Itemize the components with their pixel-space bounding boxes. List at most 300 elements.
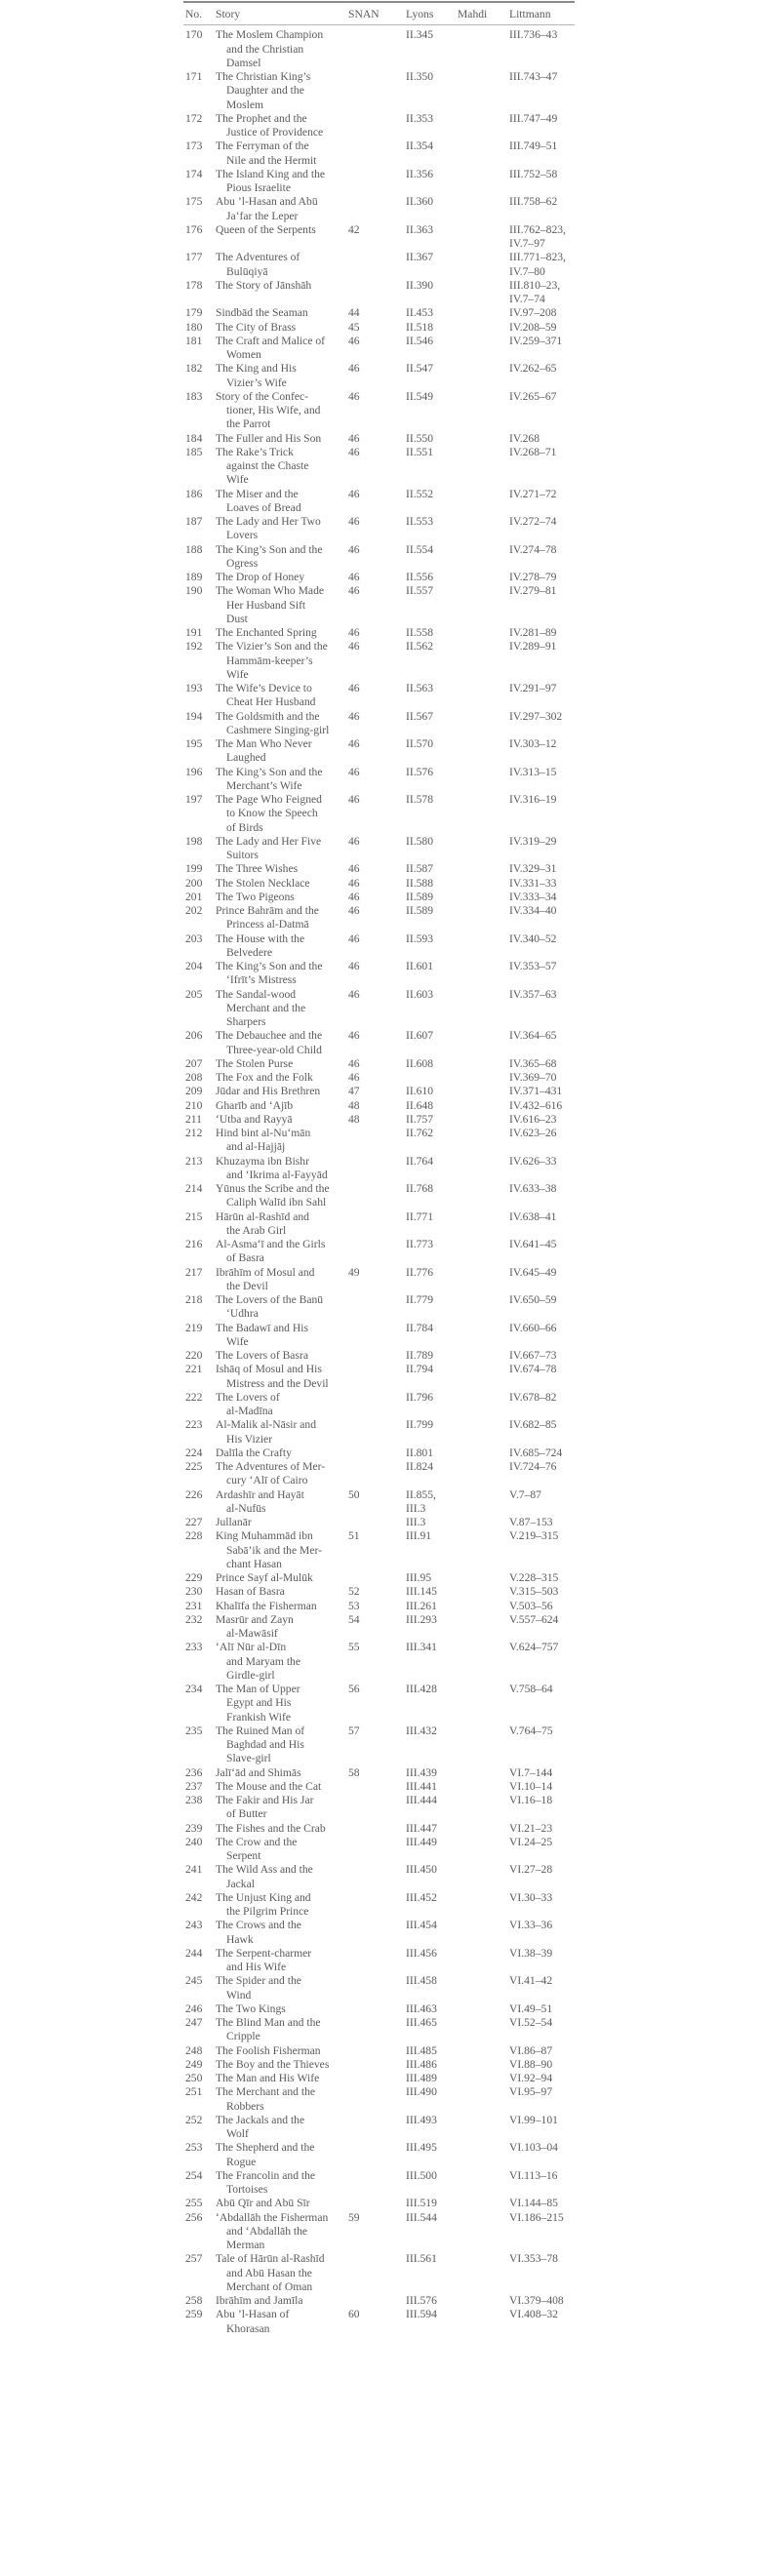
lyons-ref-line: III.91 xyxy=(406,1529,432,1543)
lyons-ref-line: II.578 xyxy=(406,793,434,806)
littmann-ref-line: IV.650–59 xyxy=(509,1293,557,1306)
littmann-ref xyxy=(509,2044,574,2058)
row-number: 240 xyxy=(185,1835,203,1848)
snan-ref xyxy=(348,2058,406,2072)
row-number: 253 xyxy=(185,2141,203,2155)
mahdi-ref xyxy=(458,2294,509,2308)
row-number: 245 xyxy=(185,1974,203,1988)
snan-ref: 46 xyxy=(348,709,360,723)
lyons-ref-line: III.454 xyxy=(406,1919,437,1932)
table-row xyxy=(183,335,575,363)
table-row xyxy=(183,1210,575,1239)
row-number: 214 xyxy=(185,1182,203,1195)
row-number: 171 xyxy=(185,70,203,83)
littmann-ref-line: VI.33–36 xyxy=(509,1919,553,1932)
story-title xyxy=(216,1585,348,1599)
mahdi-ref xyxy=(458,2114,509,2142)
story-title xyxy=(216,1600,348,1613)
table-row xyxy=(183,1822,575,1836)
row-number: 241 xyxy=(185,1863,203,1877)
lyons-ref xyxy=(406,1529,458,1571)
littmann-ref-line: IV.638–41 xyxy=(509,1209,557,1223)
row-number: 179 xyxy=(185,306,203,320)
littmann-ref-line: IV.208–59 xyxy=(509,320,557,334)
story-title xyxy=(216,195,348,223)
row-number: 251 xyxy=(185,2085,203,2099)
story-title xyxy=(216,2002,348,2016)
lyons-ref xyxy=(406,488,458,516)
mahdi-ref xyxy=(458,2308,509,2336)
mahdi-ref xyxy=(458,28,509,70)
lyons-ref xyxy=(406,195,458,223)
mahdi-ref xyxy=(458,1293,509,1322)
story-title-line: The Fakir and His Jar xyxy=(216,1794,314,1806)
story-title xyxy=(216,1113,348,1127)
story-title xyxy=(216,2114,348,2142)
story-title-line: Women xyxy=(226,348,261,361)
story-title xyxy=(216,1071,348,1085)
story-title-line: al-Mawāsif xyxy=(226,1627,278,1640)
story-title xyxy=(216,1863,348,1891)
snan-ref: 46 xyxy=(348,987,360,1001)
mahdi-ref xyxy=(458,2197,509,2210)
story-title xyxy=(216,1182,348,1210)
table-row xyxy=(183,793,575,835)
lyons-ref xyxy=(406,1113,458,1127)
story-title-line: Lovers xyxy=(226,529,259,542)
mahdi-ref xyxy=(458,1447,509,1460)
table-row xyxy=(183,223,575,252)
lyons-ref xyxy=(406,70,458,112)
littmann-ref xyxy=(509,335,574,363)
mahdi-ref xyxy=(458,306,509,320)
story-title xyxy=(216,584,348,626)
littmann-ref-line: III.758–62 xyxy=(509,195,558,209)
story-title xyxy=(216,1266,348,1294)
table-row xyxy=(183,1363,575,1391)
mahdi-ref xyxy=(458,1391,509,1419)
lyons-ref xyxy=(406,626,458,640)
row-number: 218 xyxy=(185,1293,203,1306)
table-row xyxy=(183,1613,575,1642)
row-number: 239 xyxy=(185,1821,203,1835)
row-number: 193 xyxy=(185,682,203,694)
story-title-line: Mistress and the Devil xyxy=(226,1376,329,1390)
story-title xyxy=(216,2197,348,2210)
snan-ref xyxy=(348,1863,406,1891)
littmann-ref xyxy=(509,1071,574,1085)
row-number: 242 xyxy=(185,1890,203,1904)
littmann-ref xyxy=(509,223,574,252)
snan-ref xyxy=(348,1974,406,2002)
lyons-ref xyxy=(406,1057,458,1071)
lyons-ref-line: III.561 xyxy=(406,2252,437,2266)
lyons-ref xyxy=(406,1363,458,1391)
littmann-ref-line: VI.144–85 xyxy=(509,2197,558,2210)
story-title xyxy=(216,1516,348,1529)
story-title xyxy=(216,904,348,932)
story-title-line: The Fox and the Folk xyxy=(216,1071,313,1084)
littmann-ref xyxy=(509,2016,574,2044)
littmann-ref xyxy=(509,2002,574,2016)
story-title-line: King Muhammād ibn xyxy=(216,1529,313,1543)
story-title-line: Hawk xyxy=(226,1932,254,1946)
littmann-ref-line: IV.279–81 xyxy=(509,584,557,598)
story-title-line: Moslem xyxy=(226,98,264,111)
table-row xyxy=(183,584,575,626)
story-title xyxy=(216,640,348,682)
snan-ref: 49 xyxy=(348,1265,360,1279)
story-title xyxy=(216,1780,348,1794)
row-number: 244 xyxy=(185,1946,203,1960)
littmann-ref-line: VI.16–18 xyxy=(509,1794,553,1806)
row-number: 232 xyxy=(185,1612,203,1626)
lyons-ref-line: III.458 xyxy=(406,1974,437,1988)
snan-ref: 50 xyxy=(348,1487,360,1501)
littmann-ref xyxy=(509,1836,574,1864)
mahdi-ref xyxy=(458,640,509,682)
header-no: No. xyxy=(185,8,203,20)
lyons-ref xyxy=(406,2211,458,2253)
row-number: 187 xyxy=(185,515,203,528)
lyons-ref xyxy=(406,1919,458,1947)
row-number: 256 xyxy=(185,2210,203,2224)
lyons-ref xyxy=(406,1766,458,1780)
table-row xyxy=(183,279,575,307)
lyons-ref-line: II.576 xyxy=(406,765,434,778)
story-title-line: The Wife’s Device to xyxy=(216,682,312,694)
story-title-line: Rogue xyxy=(226,2155,257,2168)
littmann-ref xyxy=(509,2252,574,2294)
story-title xyxy=(216,1085,348,1098)
littmann-ref-line: VI.52–54 xyxy=(509,2016,553,2029)
littmann-ref xyxy=(509,1266,574,1294)
littmann-ref xyxy=(509,362,574,390)
snan-ref xyxy=(348,1238,406,1266)
snan-ref xyxy=(348,1182,406,1210)
table-row xyxy=(183,28,575,70)
story-title-line: The Jackals and the xyxy=(216,2113,305,2126)
story-title-line: The Shepherd and the xyxy=(216,2141,315,2155)
story-title xyxy=(216,862,348,876)
story-title-line: The Francolin and the xyxy=(216,2168,316,2182)
snan-ref: 46 xyxy=(348,389,360,403)
table-header xyxy=(183,3,575,25)
littmann-ref xyxy=(509,1891,574,1920)
lyons-ref xyxy=(406,1447,458,1460)
littmann-ref-line: VI.408–32 xyxy=(509,2308,558,2321)
mahdi-ref xyxy=(458,1947,509,1975)
story-title xyxy=(216,362,348,390)
lyons-ref-line: III.490 xyxy=(406,2085,437,2099)
row-number: 238 xyxy=(185,1794,203,1806)
story-title-line: Queen of the Serpents xyxy=(216,222,316,236)
lyons-ref-line: II.547 xyxy=(406,362,434,376)
snan-ref: 46 xyxy=(348,904,360,917)
littmann-ref xyxy=(509,640,574,682)
littmann-ref xyxy=(509,904,574,932)
mahdi-ref xyxy=(458,737,509,766)
snan-ref xyxy=(348,1155,406,1183)
littmann-ref xyxy=(509,1919,574,1947)
table-row xyxy=(183,1029,575,1057)
row-number: 225 xyxy=(185,1460,203,1473)
table-row xyxy=(183,168,575,196)
table-row xyxy=(183,70,575,112)
snan-ref xyxy=(348,2044,406,2058)
story-title xyxy=(216,306,348,320)
story-title xyxy=(216,251,348,279)
snan-ref: 46 xyxy=(348,362,360,376)
littmann-ref xyxy=(509,682,574,710)
story-title xyxy=(216,2294,348,2308)
littmann-ref-line: VI.41–42 xyxy=(509,1974,553,1988)
lyons-ref xyxy=(406,891,458,904)
row-number: 228 xyxy=(185,1529,203,1543)
story-title xyxy=(216,1822,348,1836)
littmann-ref xyxy=(509,1780,574,1794)
row-number: 217 xyxy=(185,1265,203,1279)
row-number: 222 xyxy=(185,1390,203,1404)
mahdi-ref xyxy=(458,932,509,961)
story-title-line: Abu ’l-Hasan and Abū xyxy=(216,195,318,209)
snan-ref xyxy=(348,2072,406,2085)
lyons-ref xyxy=(406,1266,458,1294)
littmann-ref xyxy=(509,321,574,335)
lyons-ref xyxy=(406,1947,458,1975)
story-title xyxy=(216,2308,348,2336)
mahdi-ref xyxy=(458,766,509,794)
lyons-ref-line: II.855, xyxy=(406,1487,436,1501)
story-title-line: Loaves of Bread xyxy=(226,500,301,514)
story-title xyxy=(216,168,348,196)
lyons-ref-line: II.801 xyxy=(406,1446,434,1459)
story-title-line: Jackal xyxy=(226,1877,255,1890)
story-title-line: Abū Qīr and Abū Sīr xyxy=(216,2197,310,2210)
lyons-ref xyxy=(406,279,458,307)
lyons-ref-line: III.544 xyxy=(406,2210,437,2224)
story-title-line: Nile and the Hermit xyxy=(226,153,317,167)
story-title-line: The Man Who Never xyxy=(216,737,312,750)
story-title-line: Yūnus the Scribe and the xyxy=(216,1182,330,1195)
littmann-ref xyxy=(509,960,574,988)
table-row xyxy=(183,2016,575,2044)
table-row xyxy=(183,515,575,543)
story-title xyxy=(216,1460,348,1488)
littmann-ref-line: IV.645–49 xyxy=(509,1265,557,1279)
story-title xyxy=(216,682,348,710)
littmann-ref-line: IV.333–34 xyxy=(509,890,557,903)
littmann-ref xyxy=(509,1683,574,1724)
row-number: 234 xyxy=(185,1683,203,1695)
littmann-ref xyxy=(509,1029,574,1057)
table-row xyxy=(183,362,575,390)
mahdi-ref xyxy=(458,1363,509,1391)
snan-ref: 46 xyxy=(348,1029,360,1043)
lyons-ref-line: II.824 xyxy=(406,1460,434,1473)
row-number: 182 xyxy=(185,362,203,376)
lyons-ref-line: II.779 xyxy=(406,1293,434,1306)
row-number: 188 xyxy=(185,542,203,556)
lyons-ref xyxy=(406,988,458,1030)
littmann-ref xyxy=(509,432,574,446)
snan-ref: 46 xyxy=(348,682,360,694)
mahdi-ref xyxy=(458,1029,509,1057)
lyons-ref xyxy=(406,877,458,891)
littmann-ref xyxy=(509,1863,574,1891)
story-title xyxy=(216,1641,348,1683)
story-title-line: The Stolen Purse xyxy=(216,1056,294,1070)
row-number: 233 xyxy=(185,1641,203,1654)
mahdi-ref xyxy=(458,2072,509,2085)
littmann-ref xyxy=(509,835,574,863)
littmann-ref xyxy=(509,793,574,835)
littmann-ref xyxy=(509,1613,574,1642)
story-title xyxy=(216,1891,348,1920)
story-title-line: The Drop of Honey xyxy=(216,571,305,583)
story-title-line: Robbers xyxy=(226,2099,264,2113)
story-title-line: tioner, His Wife, and xyxy=(226,404,321,416)
story-title-line: Sharpers xyxy=(226,1015,266,1028)
story-title xyxy=(216,1155,348,1183)
snan-ref: 46 xyxy=(348,334,360,347)
lyons-ref xyxy=(406,1293,458,1322)
table-row xyxy=(183,932,575,961)
mahdi-ref xyxy=(458,1182,509,1210)
lyons-ref xyxy=(406,28,458,70)
lyons-ref-line: III.3 xyxy=(406,1501,426,1515)
row-number: 231 xyxy=(185,1599,203,1612)
lyons-ref xyxy=(406,251,458,279)
story-title-line: ‘Alī Nūr al-Dīn xyxy=(216,1641,287,1654)
littmann-ref xyxy=(509,28,574,70)
littmann-ref xyxy=(509,1447,574,1460)
mahdi-ref xyxy=(458,960,509,988)
lyons-ref xyxy=(406,223,458,252)
lyons-ref xyxy=(406,2294,458,2308)
table-row xyxy=(183,1891,575,1920)
story-title-line: The Two Kings xyxy=(216,2001,286,2015)
lyons-ref-line: III.465 xyxy=(406,2016,437,2029)
littmann-ref-line: IV.297–302 xyxy=(509,709,563,723)
lyons-ref-line: II.773 xyxy=(406,1238,434,1250)
lyons-ref-line: II.356 xyxy=(406,167,434,180)
story-title xyxy=(216,1293,348,1322)
table-row xyxy=(183,1322,575,1350)
mahdi-ref xyxy=(458,2211,509,2253)
littmann-ref-line: VI.30–33 xyxy=(509,1890,553,1904)
story-title xyxy=(216,988,348,1030)
lyons-ref-line: II.757 xyxy=(406,1112,434,1126)
table-row xyxy=(183,1071,575,1085)
snan-ref xyxy=(348,1418,406,1447)
table-row xyxy=(183,571,575,584)
row-number: 174 xyxy=(185,167,203,180)
littmann-ref-line: IV.357–63 xyxy=(509,987,557,1001)
snan-ref: 46 xyxy=(348,626,360,639)
story-title-line: Jalī‘ād and Shimās xyxy=(216,1765,301,1779)
lyons-ref xyxy=(406,2141,458,2169)
snan-ref: 46 xyxy=(348,765,360,778)
lyons-ref-line: III.444 xyxy=(406,1794,437,1806)
littmann-ref-line: VI.49–51 xyxy=(509,2001,553,2015)
story-title-line: Suitors xyxy=(226,849,259,861)
littmann-ref xyxy=(509,1516,574,1529)
story-title-line: Ishāq of Mosul and His xyxy=(216,1363,322,1376)
row-number: 177 xyxy=(185,251,203,264)
lyons-ref-line: III.449 xyxy=(406,1835,437,1848)
lyons-ref-line: II.764 xyxy=(406,1154,434,1168)
mahdi-ref xyxy=(458,877,509,891)
story-title-line: The Three Wishes xyxy=(216,862,299,876)
table-row xyxy=(183,988,575,1030)
story-title-line: The Miser and the xyxy=(216,487,299,500)
littmann-ref-line: IV.7–97 xyxy=(509,237,545,250)
row-number: 172 xyxy=(185,111,203,125)
table-row xyxy=(183,2169,575,2198)
lyons-ref xyxy=(406,1641,458,1683)
littmann-ref xyxy=(509,1600,574,1613)
mahdi-ref xyxy=(458,2085,509,2114)
story-title-line: The Serpent-charmer xyxy=(216,1946,312,1960)
story-title-line: and ‘Ikrima al-Fayyād xyxy=(226,1168,328,1181)
littmann-ref-line: III.736–43 xyxy=(509,28,558,42)
littmann-ref-line: VI.113–16 xyxy=(509,2168,558,2182)
lyons-ref xyxy=(406,737,458,766)
row-number: 178 xyxy=(185,278,203,292)
story-title-line: ‘Ifrīt’s Mistress xyxy=(226,973,297,987)
littmann-ref-line: IV.7–80 xyxy=(509,264,545,278)
snan-ref: 46 xyxy=(348,542,360,556)
table-row xyxy=(183,2141,575,2169)
story-title xyxy=(216,70,348,112)
table-row xyxy=(183,2044,575,2058)
row-number: 195 xyxy=(185,737,203,750)
row-number: 208 xyxy=(185,1071,203,1084)
lyons-ref xyxy=(406,793,458,835)
row-number: 255 xyxy=(185,2197,203,2210)
story-title-line: The Goldsmith and the xyxy=(216,709,320,723)
row-number: 212 xyxy=(185,1127,203,1139)
mahdi-ref xyxy=(458,1641,509,1683)
littmann-ref xyxy=(509,1182,574,1210)
story-title-line: Hammām-keeper’s xyxy=(226,654,313,667)
lyons-ref-line: III.500 xyxy=(406,2168,437,2182)
littmann-ref-line: VI.88–90 xyxy=(509,2057,553,2071)
mahdi-ref xyxy=(458,1071,509,1085)
mahdi-ref xyxy=(458,1460,509,1488)
littmann-ref xyxy=(509,1210,574,1239)
lyons-ref-line: II.546 xyxy=(406,334,434,347)
littmann-ref xyxy=(509,932,574,961)
story-title-line: Hind bint al-Nu‘mān xyxy=(216,1127,311,1139)
littmann-ref-line: VI.186–215 xyxy=(509,2210,564,2224)
lyons-ref xyxy=(406,2308,458,2336)
snan-ref: 47 xyxy=(348,1085,360,1098)
lyons-ref xyxy=(406,1836,458,1864)
lyons-ref-line: III.293 xyxy=(406,1612,437,1626)
row-number: 259 xyxy=(185,2308,203,2321)
littmann-ref-line: III.771–823, xyxy=(509,251,566,264)
lyons-ref-line: II.553 xyxy=(406,515,434,528)
mahdi-ref xyxy=(458,1822,509,1836)
story-title-line: of Birds xyxy=(226,820,263,834)
header-lyons: Lyons xyxy=(406,8,434,20)
row-number: 204 xyxy=(185,960,203,972)
lyons-ref-line: II.776 xyxy=(406,1265,434,1279)
table-row xyxy=(183,1780,575,1794)
lyons-ref-line: II.768 xyxy=(406,1182,434,1195)
